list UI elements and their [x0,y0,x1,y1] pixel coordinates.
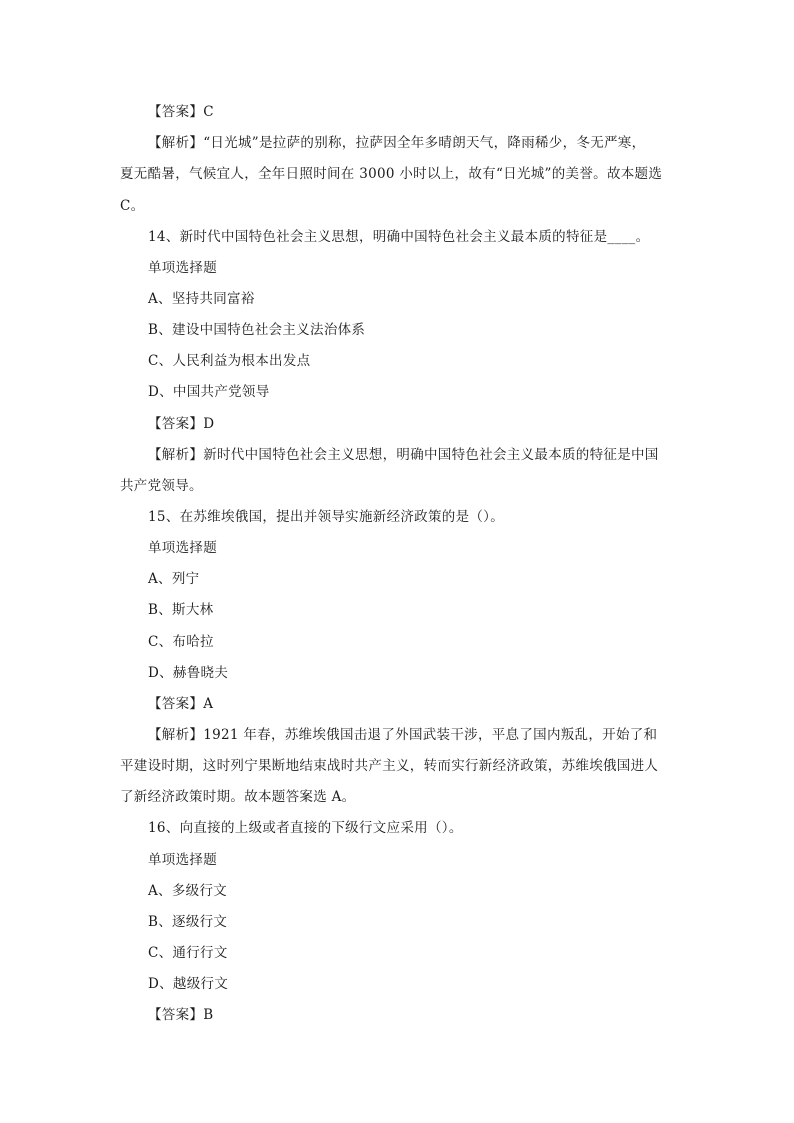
explanation-line: 【解析】新时代中国特色社会主义思想，明确中国特色社会主义最本质的特征是中国 [148,447,659,463]
answer-line: 【答案】A [148,696,214,712]
explanation-line: 共产党领导。 [120,478,203,494]
answer-line: 【答案】B [148,1007,214,1023]
explanation-line: 【解析】“日光城”是拉萨的别称，拉萨因全年多晴朗天气，降雨稀少，冬无严寒， [148,135,646,151]
question-15: 15、在苏维埃俄国，提出并领导实施新经济政策的是（）。 [148,509,505,525]
explanation-line: 夏无酷暑，气候宜人，全年日照时间在 3000 小时以上，故有“日光城”的美誉。故本题选 [120,166,663,182]
option-a: A、列宁 [148,571,200,587]
option-a: A、坚持共同富裕 [148,291,255,307]
question-16: 16、向直接的上级或者直接的下级行文应采用（）。 [148,820,463,836]
explanation-line: 【解析】1921 年春，苏维埃俄国击退了外国武装干涉，平息了国内叛乱，开始了和 [148,727,658,743]
answer-line: 【答案】C [148,104,214,120]
question-14: 14、新时代中国特色社会主义思想，明确中国特色社会主义最本质的特征是____。 [148,229,650,245]
option-b: B、斯大林 [148,602,214,618]
explanation-line: C。 [120,198,145,214]
option-b: B、逐级行文 [148,914,228,930]
question-type: 单项选择题 [148,852,217,868]
option-d: D、中国共产党领导 [148,384,270,400]
explanation-line: 平建设时期，这时列宁果断地结束战时共产主义，转而实行新经济政策，苏维埃俄国进人 [120,758,659,774]
question-type: 单项选择题 [148,260,217,276]
question-type: 单项选择题 [148,540,217,556]
option-c: C、通行行文 [148,945,228,961]
option-c: C、布哈拉 [148,634,214,650]
option-a: A、多级行文 [148,883,228,899]
option-c: C、人民利益为根本出发点 [148,353,311,369]
option-d: D、越级行文 [148,976,229,992]
option-d: D、赫鲁晓夫 [148,665,229,681]
answer-line: 【答案】D [148,416,215,432]
option-b: B、建设中国特色社会主义法治体系 [148,322,366,338]
explanation-line: 了新经济政策时期。故本题答案选 A。 [120,789,356,805]
